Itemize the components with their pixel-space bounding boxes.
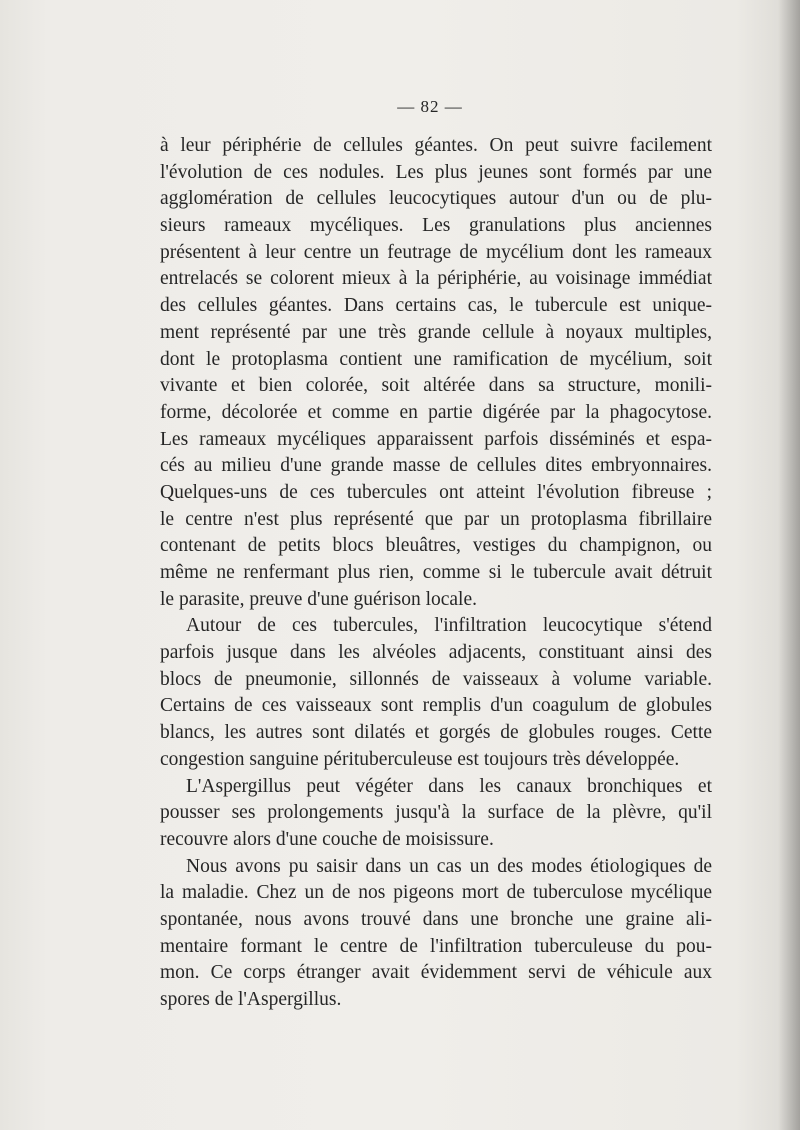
text-line: mentaire formant le centre de l'infiltration tuberculeuse du pou- (160, 935, 712, 957)
text-line: le parasite, preuve d'une guérison locale. (160, 588, 478, 610)
text-line: sieurs rameaux mycéliques. Les granulations plus anciennes (160, 215, 712, 237)
text-line: Quelques-uns de ces tubercules ont atteint l'évolution fibreuse ; (160, 481, 712, 503)
text-line: forme, décolorée et comme en partie digérée par la phagocytose. (160, 401, 712, 423)
text-line: entrelacés se colorent mieux à la périphérie, au voisinage immédiat (160, 268, 712, 290)
body-text (160, 133, 712, 1014)
text-line: Les rameaux mycéliques apparaissent parfois disséminés et espa- (160, 428, 712, 450)
text-line: Certains de ces vaisseaux sont remplis d'un coagulum de globules (160, 695, 712, 717)
text-line: blancs, les autres sont dilatés et gorgés de globules rouges. Cette (160, 722, 712, 744)
text-line: la maladie. Chez un de nos pigeons mort de tuberculose mycélique (160, 882, 712, 904)
text-line: contenant de petits blocs bleuâtres, vestiges du champignon, ou (160, 535, 712, 557)
text-line: spontanée, nous avons trouvé dans une bronche une graine ali- (160, 908, 712, 930)
text-line: Nous avons pu saisir dans un cas un des modes étiologiques de (186, 855, 712, 877)
text-line: L'Aspergillus peut végéter dans les canaux bronchiques et (186, 775, 712, 797)
spine-shadow (778, 0, 800, 1130)
page-number: — 82 — (397, 97, 463, 116)
text-line: recouvre alors d'une couche de moisissure. (160, 828, 494, 850)
text-line: mon. Ce corps étranger avait évidemment servi de véhicule aux (160, 962, 712, 984)
text-line: cés au milieu d'une grande masse de cellules dites embryonnaires. (160, 455, 712, 477)
text-line: congestion sanguine pérituberculeuse est toujours très développée. (160, 748, 680, 770)
text-line: ment représenté par une très grande cellule à noyaux multiples, (160, 321, 712, 343)
text-line: spores de l'Aspergillus. (160, 989, 342, 1010)
text-line: parfois jusque dans les alvéoles adjacents, constituant ainsi des (160, 642, 712, 664)
text-line: vivante et bien colorée, soit altérée dans sa structure, monili- (160, 375, 712, 397)
text-line: pousser ses prolongements jusqu'à la surface de la plèvre, qu'il (160, 802, 712, 824)
text-line: présentent à leur centre un feutrage de mycélium dont les rameaux (160, 241, 712, 263)
text-line: à leur périphérie de cellules géantes. On peut suivre facilement (160, 135, 712, 156)
text-line: agglomération de cellules leucocytiques autour d'un ou de plu- (160, 188, 712, 210)
text-line: blocs de pneumonie, sillonnés de vaisseaux à volume variable. (160, 668, 712, 690)
text-line: des cellules géantes. Dans certains cas, le tubercule est unique- (160, 295, 712, 317)
text-line: dont le protoplasma contient une ramification de mycélium, soit (160, 348, 712, 370)
text-line: l'évolution de ces nodules. Les plus jeunes sont formés par une (160, 161, 712, 183)
text-line: le centre n'est plus représenté que par un protoplasma fibrillaire (160, 508, 712, 530)
text-line: Autour de ces tubercules, l'infiltration leucocytique s'étend (186, 615, 712, 637)
text-line: même ne renfermant plus rien, comme si le tubercule avait détruit (160, 562, 712, 583)
